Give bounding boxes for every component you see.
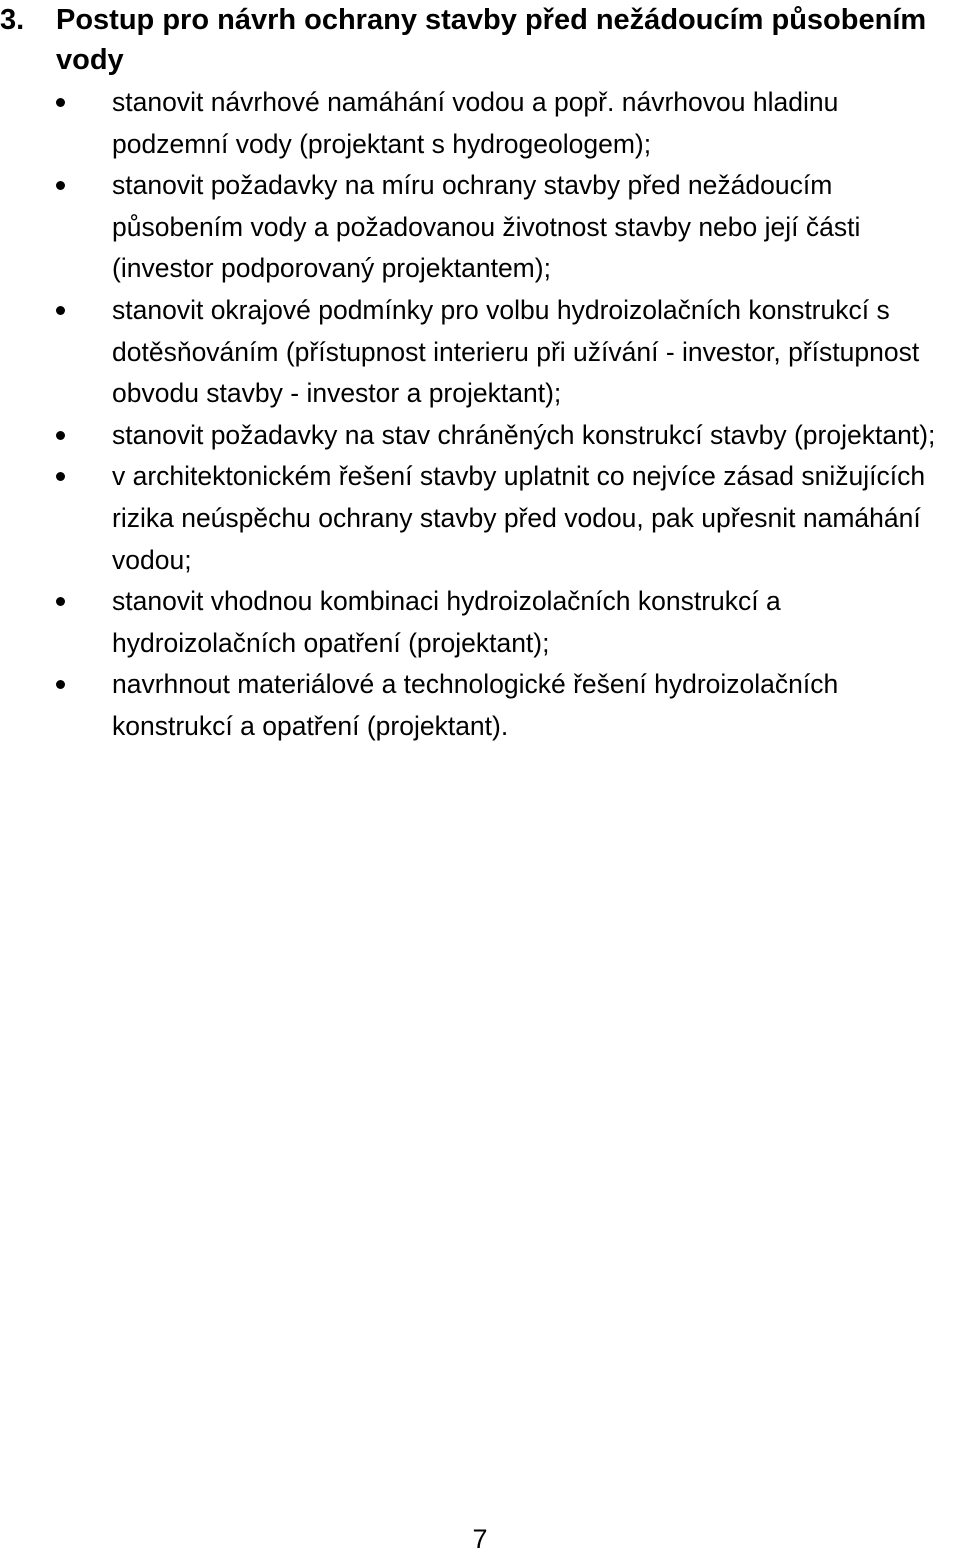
list-item bbox=[0, 290, 960, 415]
list-item bbox=[0, 165, 960, 290]
section-number: 3. bbox=[0, 4, 25, 36]
list-item bbox=[0, 456, 960, 581]
procedure-list bbox=[0, 82, 960, 748]
bullet-dot-icon bbox=[56, 680, 65, 689]
list-item-text: v architektonickém řešení stavby uplatnit co nejvíce zásad snižujících rizika neúspěchu ochrany stavby před vodou, pak upřesnit namáhání vodou; bbox=[112, 461, 926, 575]
list-item-text: stanovit vhodnou kombinaci hydroizolačních konstrukcí a hydroizolačních opatření (projektant); bbox=[112, 586, 781, 658]
bullet-dot-icon bbox=[56, 431, 65, 440]
list-item-text: stanovit návrhové namáhání vodou a popř. návrhovou hladinu podzemní vody (projektant s hydrogeologem); bbox=[112, 87, 839, 159]
section-title: Postup pro návrh ochrany stavby před nežádoucím působením vody bbox=[56, 4, 927, 76]
list-item-text: stanovit požadavky na stav chráněných konstrukcí stavby (projektant); bbox=[112, 419, 936, 450]
list-item bbox=[0, 415, 960, 457]
list-item bbox=[0, 581, 960, 664]
bullet-dot-icon bbox=[56, 98, 65, 107]
list-item bbox=[0, 664, 960, 747]
list-item-text: stanovit požadavky na míru ochrany stavby před nežádoucím působením vody a požadovanou životnost stavby nebo její části (investor podporovaný projektantem); bbox=[112, 170, 861, 284]
list-item bbox=[0, 82, 960, 165]
bullet-dot-icon bbox=[56, 181, 65, 190]
section-heading bbox=[0, 0, 960, 80]
page-number: 7 bbox=[472, 1524, 488, 1554]
list-item-text: navrhnout materiálové a technologické řešení hydroizolačních konstrukcí a opatření (projektant). bbox=[112, 669, 839, 741]
bullet-dot-icon bbox=[56, 597, 65, 606]
list-item-text: stanovit okrajové podmínky pro volbu hydroizolačních konstrukcí s dotěsňováním (přístupnost interieru při užívání - investor, přístupnost obvodu stavby - investor a projektant); bbox=[112, 294, 920, 409]
bullet-dot-icon bbox=[56, 472, 65, 481]
bullet-dot-icon bbox=[56, 306, 65, 315]
